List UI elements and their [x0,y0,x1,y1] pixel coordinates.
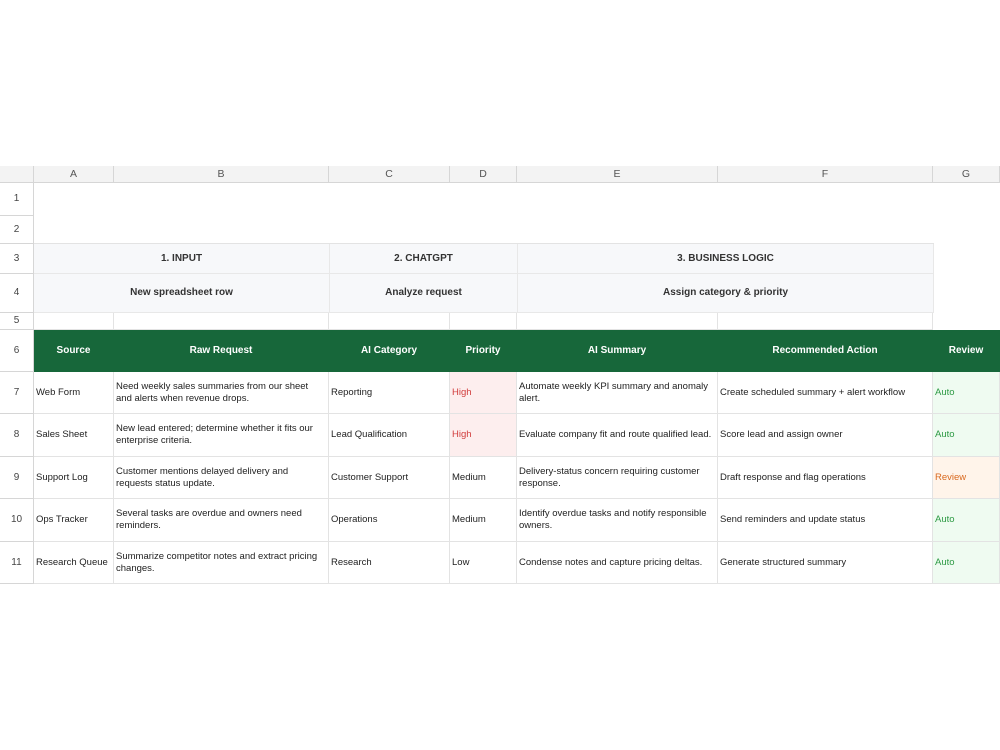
ai-category-cell[interactable]: Customer Support [329,457,450,499]
flow-step-logic-title[interactable]: 3. BUSINESS LOGIC [518,244,934,274]
review-cell[interactable]: Auto [933,499,1000,542]
raw-request-cell[interactable]: Customer mentions delayed delivery and requests status update. [114,457,329,499]
ai-category-cell[interactable]: Operations [329,499,450,542]
flow-step-chatgpt-title[interactable]: 2. CHATGPT [330,244,518,274]
sheet-row-1 [0,183,1000,216]
raw-request-cell[interactable]: New lead entered; determine whether it fits our enterprise criteria. [114,414,329,457]
row-header-5[interactable]: 5 [0,313,34,330]
column-header-c[interactable]: C [329,166,450,183]
recommended-action-cell[interactable]: Send reminders and update status [718,499,933,542]
row-header-4[interactable]: 4 [0,274,34,313]
ai-category-cell[interactable]: Lead Qualification [329,414,450,457]
priority-cell[interactable]: High [450,414,517,457]
priority-cell[interactable]: High [450,372,517,414]
empty-cell[interactable] [34,313,114,330]
sheet-row-4 [0,274,1000,313]
source-cell[interactable]: Ops Tracker [34,499,114,542]
row-header-11[interactable]: 11 [0,542,34,584]
row-header-6[interactable]: 6 [0,330,34,372]
priority-cell[interactable]: Medium [450,499,517,542]
raw-request-cell[interactable]: Need weekly sales summaries from our sheet and alerts when revenue drops. [114,372,329,414]
table-header-review[interactable]: Review [933,330,1000,372]
source-cell[interactable]: Sales Sheet [34,414,114,457]
table-header-ai-summary[interactable]: AI Summary [517,330,718,372]
table-row [0,457,1000,499]
empty-cell[interactable] [718,313,933,330]
sheet-row-2 [0,216,1000,244]
column-header-a[interactable]: A [34,166,114,183]
sheet-row-3 [0,244,1000,274]
recommended-action-cell[interactable]: Generate structured summary [718,542,933,584]
table-row [0,414,1000,457]
empty-cell[interactable] [114,313,329,330]
table-header-recommended-action[interactable]: Recommended Action [718,330,933,372]
ai-summary-cell[interactable]: Identify overdue tasks and notify responsible owners. [517,499,718,542]
row-header-10[interactable]: 10 [0,499,34,542]
table-header-ai-category[interactable]: AI Category [329,330,450,372]
empty-cell[interactable] [450,313,517,330]
table-row [0,372,1000,414]
recommended-action-cell[interactable]: Score lead and assign owner [718,414,933,457]
row-header-2[interactable]: 2 [0,216,34,244]
ai-summary-cell[interactable]: Evaluate company fit and route qualified lead. [517,414,718,457]
flow-step-logic-desc[interactable]: Assign category & priority [518,274,934,313]
ai-summary-cell[interactable]: Condense notes and capture pricing deltas. [517,542,718,584]
source-cell[interactable]: Research Queue [34,542,114,584]
flow-step-input-title[interactable]: 1. INPUT [34,244,330,274]
row-header-8[interactable]: 8 [0,414,34,457]
recommended-action-cell[interactable]: Create scheduled summary + alert workflow [718,372,933,414]
sheet-row-5 [0,313,1000,330]
sheet-row-6 [0,330,1000,372]
empty-cell[interactable] [34,183,1000,216]
column-header-e[interactable]: E [517,166,718,183]
row-header-3[interactable]: 3 [0,244,34,274]
empty-cell[interactable] [34,216,934,244]
ai-summary-cell[interactable]: Delivery-status concern requiring customer response. [517,457,718,499]
flow-step-chatgpt-desc[interactable]: Analyze request [330,274,518,313]
source-cell[interactable]: Support Log [34,457,114,499]
review-cell[interactable]: Auto [933,542,1000,584]
spreadsheet-grid [0,166,1000,584]
raw-request-cell[interactable]: Several tasks are overdue and owners need reminders. [114,499,329,542]
table-row [0,542,1000,584]
row-header-1[interactable]: 1 [0,183,34,216]
column-header-g[interactable]: G [933,166,1000,183]
review-cell[interactable]: Auto [933,372,1000,414]
priority-cell[interactable]: Medium [450,457,517,499]
row-header-7[interactable]: 7 [0,372,34,414]
ai-summary-cell[interactable]: Automate weekly KPI summary and anomaly alert. [517,372,718,414]
empty-cell[interactable] [329,313,450,330]
select-all-corner[interactable] [0,166,34,183]
recommended-action-cell[interactable]: Draft response and flag operations [718,457,933,499]
source-cell[interactable]: Web Form [34,372,114,414]
empty-cell[interactable] [517,313,718,330]
priority-cell[interactable]: Low [450,542,517,584]
ai-category-cell[interactable]: Reporting [329,372,450,414]
flow-step-input-desc[interactable]: New spreadsheet row [34,274,330,313]
table-header-priority[interactable]: Priority [450,330,517,372]
column-header-d[interactable]: D [450,166,517,183]
review-cell[interactable]: Auto [933,414,1000,457]
table-header-raw-request[interactable]: Raw Request [114,330,329,372]
column-header-f[interactable]: F [718,166,933,183]
column-header-row [0,166,1000,183]
table-header-source[interactable]: Source [34,330,114,372]
ai-category-cell[interactable]: Research [329,542,450,584]
column-header-b[interactable]: B [114,166,329,183]
table-row [0,499,1000,542]
raw-request-cell[interactable]: Summarize competitor notes and extract pricing changes. [114,542,329,584]
review-cell[interactable]: Review [933,457,1000,499]
row-header-9[interactable]: 9 [0,457,34,499]
